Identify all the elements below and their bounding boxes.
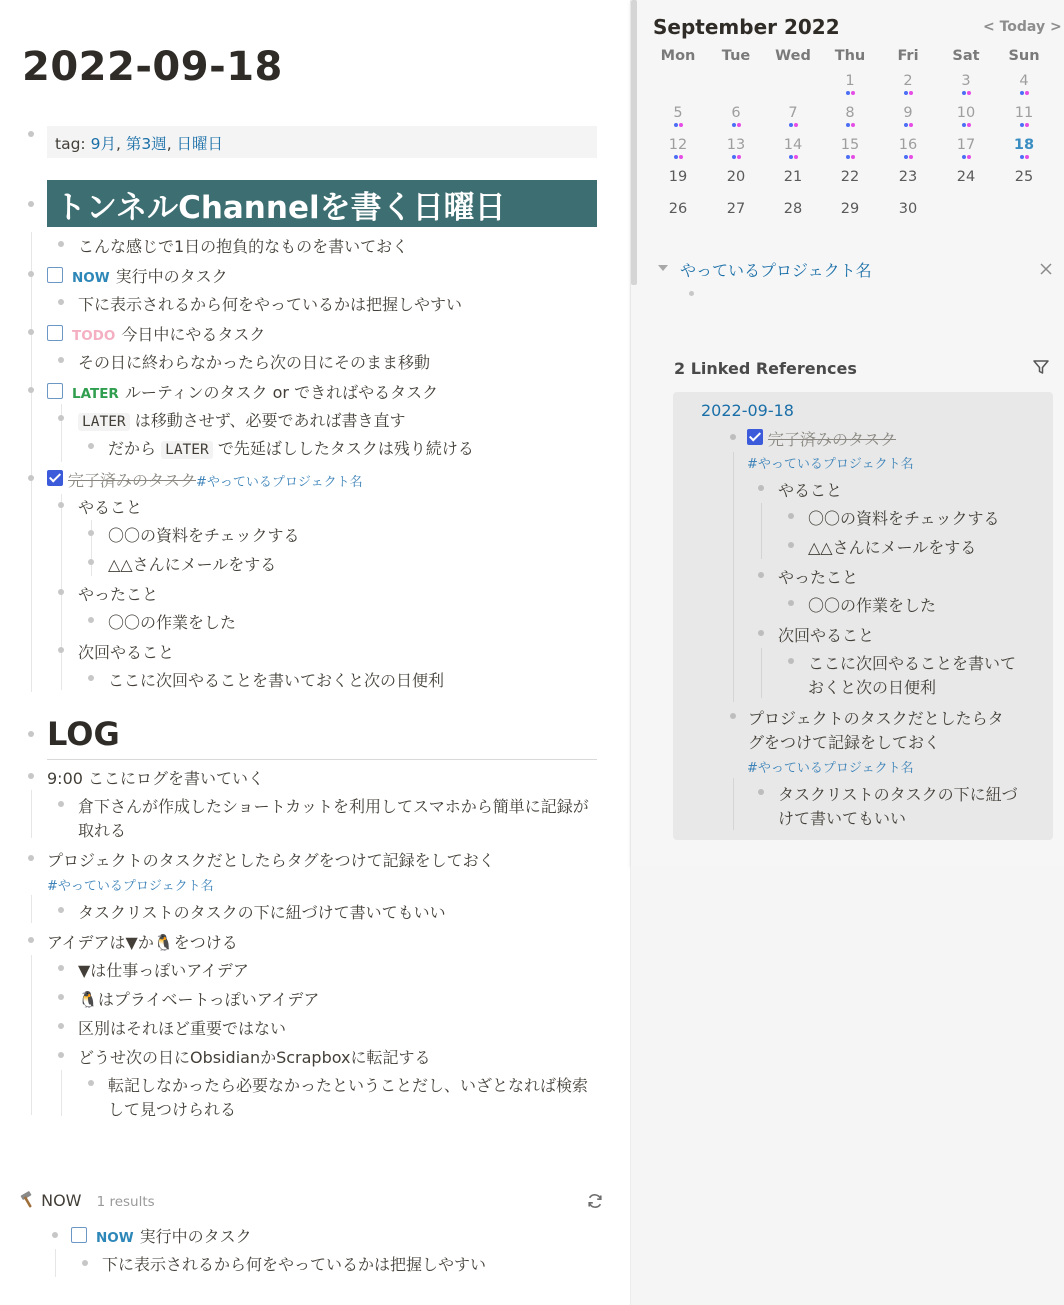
- day-entry-dots: [768, 155, 818, 159]
- block-text[interactable]: △△さんにメールをする: [108, 555, 277, 574]
- indent-guide: [61, 1070, 62, 1116]
- block-text[interactable]: 〇〇の資料をチェックする: [808, 509, 1000, 528]
- indent-guide: [733, 778, 734, 830]
- block-text[interactable]: 〇〇の作業をした: [108, 613, 237, 632]
- linked-references-title: 2 Linked References: [674, 359, 857, 378]
- calendar-day[interactable]: 25: [1014, 169, 1034, 185]
- log-heading[interactable]: LOG: [47, 715, 120, 753]
- calendar-day[interactable]: 10: [956, 105, 976, 121]
- bullet[interactable]: [28, 271, 34, 277]
- project-tag-link[interactable]: #やっているプロジェクト名: [196, 475, 363, 490]
- calendar-day[interactable]: 14: [783, 137, 803, 153]
- day-entry-dots: [941, 91, 991, 95]
- calendar-day[interactable]: 20: [726, 169, 746, 185]
- calendar-day[interactable]: 28: [783, 201, 803, 217]
- bullet[interactable]: [788, 600, 794, 606]
- bullet[interactable]: [28, 387, 34, 393]
- indent-guide: [31, 790, 32, 838]
- indent-guide: [761, 503, 762, 559]
- calendar-day[interactable]: 13: [726, 137, 746, 153]
- calendar-day[interactable]: 4: [1019, 73, 1029, 89]
- bullet[interactable]: [58, 1023, 64, 1029]
- task-checkbox-checked[interactable]: [747, 429, 763, 445]
- collapse-triangle-icon[interactable]: [658, 265, 668, 271]
- calendar-month-title: September 2022: [653, 15, 840, 39]
- filter-icon[interactable]: [1032, 358, 1050, 376]
- calendar-day[interactable]: 2: [903, 73, 913, 89]
- sidebar-empty-area: [630, 866, 1064, 1305]
- heading-divider: [47, 759, 597, 760]
- bullet[interactable]: [58, 994, 64, 1000]
- bullet[interactable]: [689, 291, 694, 296]
- bullet[interactable]: [28, 131, 34, 137]
- later-marker[interactable]: LATER: [72, 386, 119, 402]
- day-entry-dots: [653, 123, 703, 127]
- calendar-day[interactable]: 7: [788, 105, 798, 121]
- block-text[interactable]: ここに次回やることを書いて: [808, 654, 1017, 673]
- day-entry-dots: [825, 155, 875, 159]
- block-text[interactable]: [108, 436, 474, 459]
- tag-separator: ,: [115, 135, 126, 153]
- bullet[interactable]: [88, 559, 94, 565]
- bullet[interactable]: [730, 434, 736, 440]
- bullet[interactable]: [58, 1052, 64, 1058]
- ref-page-link[interactable]: 2022-09-18: [701, 401, 794, 420]
- bullet[interactable]: [58, 502, 64, 508]
- sidebar-panel-title[interactable]: やっているプロジェクト名: [680, 261, 872, 280]
- bullet[interactable]: [58, 647, 64, 653]
- block-text[interactable]: △△さんにメールをする: [808, 538, 977, 557]
- day-entry-dots: [999, 123, 1049, 127]
- tag-link-month[interactable]: 9月: [90, 135, 116, 153]
- day-entry-dots: [941, 155, 991, 159]
- indent-guide: [91, 520, 92, 576]
- calendar-day[interactable]: 22: [840, 169, 860, 185]
- block-text[interactable]: アイデアは▼か🐧をつける: [47, 933, 238, 952]
- bullet[interactable]: [28, 329, 34, 335]
- block-text[interactable]: やったこと: [778, 568, 859, 587]
- block-text[interactable]: 9:00 ここにログを書いていく: [47, 769, 265, 788]
- tag-separator: ,: [166, 135, 177, 153]
- block-text[interactable]: 〇〇の作業をした: [808, 596, 937, 615]
- project-tag-link[interactable]: #やっているプロジェクト名: [747, 761, 914, 776]
- page-title: 2022-09-18: [22, 44, 283, 90]
- block-text[interactable]: こんな感じで1日の抱負的なものを書いておく: [78, 237, 409, 256]
- bullet[interactable]: [758, 572, 764, 578]
- bullet[interactable]: [758, 485, 764, 491]
- calendar-nav[interactable]: < Today >: [983, 19, 1062, 35]
- block-text[interactable]: どうせ次の日にObsidianかScrapboxに転記する: [78, 1048, 431, 1067]
- calendar-day[interactable]: 18: [1013, 137, 1035, 153]
- block-text[interactable]: 次回やること: [778, 626, 875, 645]
- calendar-day[interactable]: 3: [961, 73, 971, 89]
- tag-link-day[interactable]: 日曜日: [176, 135, 224, 153]
- day-entry-dots: [768, 123, 818, 127]
- now-marker[interactable]: NOW: [96, 1230, 134, 1246]
- bullet[interactable]: [58, 299, 64, 305]
- block-text-wrap[interactable]: おくと次の日便利: [808, 678, 937, 697]
- block-text[interactable]: 転記しなかったら必要なかったということだし、いざとなれば検索: [108, 1076, 589, 1095]
- block-text[interactable]: 🐧はプライベートっぽいアイデア: [78, 990, 320, 1009]
- calendar-day[interactable]: 19: [668, 169, 688, 185]
- block-text-wrap[interactable]: グをつけて記録をしておく: [748, 733, 941, 752]
- block-text[interactable]: タスクリストのタスクの下に紐づ: [778, 785, 1018, 804]
- calendar-day[interactable]: 27: [726, 201, 746, 217]
- text: で先延ばししたタスクは残り続ける: [212, 439, 474, 458]
- task-now[interactable]: [72, 264, 228, 287]
- text: だから: [108, 439, 162, 458]
- calendar-day[interactable]: 26: [668, 201, 688, 217]
- bullet[interactable]: [58, 241, 64, 247]
- bullet[interactable]: [58, 357, 64, 363]
- weekday-header: Sat: [952, 48, 980, 64]
- indent-guide: [31, 955, 32, 1115]
- day-entry-dots: [999, 91, 1049, 95]
- day-entry-dots: [941, 123, 991, 127]
- block-text-wrap[interactable]: して見つけられる: [108, 1100, 237, 1119]
- day-entry-dots: [999, 155, 1049, 159]
- scrollbar[interactable]: [631, 0, 637, 285]
- bullet[interactable]: [788, 513, 794, 519]
- inline-code: LATER: [161, 441, 213, 459]
- bullet[interactable]: [52, 1232, 58, 1238]
- calendar-day[interactable]: 11: [1014, 105, 1034, 121]
- query-title: NOW: [41, 1191, 82, 1210]
- query-header[interactable]: [20, 1191, 155, 1210]
- block-text[interactable]: やること: [78, 498, 143, 517]
- bullet[interactable]: [788, 658, 794, 664]
- bullet[interactable]: [758, 630, 764, 636]
- bullet[interactable]: [28, 773, 34, 779]
- task-checkbox[interactable]: [71, 1227, 87, 1243]
- text: は移動させず、必要であれば書き直す: [129, 411, 406, 430]
- task-checkbox[interactable]: [47, 383, 63, 399]
- calendar-day[interactable]: 8: [845, 105, 855, 121]
- hammer-icon: [20, 1191, 36, 1209]
- bullet[interactable]: [88, 675, 94, 681]
- bullet[interactable]: [28, 937, 34, 943]
- block-text[interactable]: プロジェクトのタスクだとしたらタ: [748, 709, 1004, 728]
- bullet[interactable]: [88, 1080, 94, 1086]
- weekday-header: Thu: [834, 48, 866, 64]
- block-text[interactable]: やること: [778, 481, 843, 500]
- bullet[interactable]: [88, 443, 94, 449]
- day-entry-dots: [825, 123, 875, 127]
- calendar-day[interactable]: 17: [956, 137, 976, 153]
- banner-heading[interactable]: トンネルChannelを書く日曜日: [47, 180, 597, 227]
- indent-guide: [761, 648, 762, 698]
- bullet[interactable]: [82, 1260, 88, 1266]
- weekday-header: Sun: [1008, 48, 1040, 64]
- ref-done-text[interactable]: 完了済みのタスク: [768, 430, 897, 449]
- day-entry-dots: [653, 155, 703, 159]
- bullet[interactable]: [28, 855, 34, 861]
- todo-marker[interactable]: TODO: [72, 328, 116, 344]
- block-text[interactable]: 区別はそれほど重要ではない: [78, 1019, 287, 1038]
- task-todo[interactable]: [72, 322, 265, 345]
- block-text[interactable]: ここに次回やることを書いておくと次の日便利: [108, 671, 445, 690]
- weekday-header: Wed: [775, 48, 811, 64]
- day-entry-dots: [711, 123, 761, 127]
- weekday-header: Fri: [897, 48, 919, 64]
- calendar-day[interactable]: 23: [898, 169, 918, 185]
- day-entry-dots: [825, 91, 875, 95]
- calendar-day[interactable]: 1: [845, 73, 855, 89]
- close-icon[interactable]: [1039, 262, 1053, 276]
- block-text[interactable]: やったこと: [78, 585, 159, 604]
- block-text-wrap[interactable]: けて書いてもいい: [778, 809, 907, 828]
- task-text: 今日中にやるタスク: [121, 325, 266, 344]
- day-entry-dots: [711, 155, 761, 159]
- calendar-day[interactable]: 21: [783, 169, 803, 185]
- task-later[interactable]: [72, 380, 438, 403]
- inline-code: LATER: [78, 413, 130, 431]
- task-text: 実行中のタスク: [139, 1227, 252, 1246]
- now-marker[interactable]: NOW: [72, 270, 110, 286]
- calendar-day[interactable]: 9: [903, 105, 913, 121]
- day-entry-dots: [883, 123, 933, 127]
- query-result-count: 1 results: [96, 1194, 155, 1210]
- calendar-day[interactable]: 12: [668, 137, 688, 153]
- indent-guide: [31, 895, 32, 923]
- calendar-day[interactable]: 30: [898, 201, 918, 217]
- tag-link-week[interactable]: 第3週: [125, 135, 167, 153]
- day-entry-dots: [883, 155, 933, 159]
- tag-property-block[interactable]: [47, 126, 597, 158]
- weekday-header: Tue: [721, 48, 751, 64]
- project-tag-link[interactable]: #やっているプロジェクト名: [747, 457, 914, 472]
- block-text[interactable]: 〇〇の資料をチェックする: [108, 526, 300, 545]
- indent-guide: [733, 452, 734, 702]
- block-text[interactable]: 下に表示されるから何をやっているかは把握しやすい: [78, 295, 463, 314]
- block-text[interactable]: ▼は仕事っぽいアイデア: [78, 961, 249, 980]
- calendar-day[interactable]: 16: [898, 137, 918, 153]
- bullet[interactable]: [58, 907, 64, 913]
- task-done[interactable]: [68, 468, 363, 491]
- block-text[interactable]: プロジェクトのタスクだとしたらタグをつけて記録をしておく: [47, 851, 495, 870]
- bullet[interactable]: [88, 617, 94, 623]
- refresh-icon[interactable]: [586, 1192, 604, 1210]
- block-text[interactable]: その日に終わらなかったら次の日にそのまま移動: [78, 353, 431, 372]
- calendar-day[interactable]: 6: [731, 105, 741, 121]
- calendar-day[interactable]: 5: [673, 105, 683, 121]
- block-text[interactable]: 次回やること: [78, 643, 175, 662]
- calendar-day[interactable]: 15: [840, 137, 860, 153]
- task-checkbox[interactable]: [47, 267, 63, 283]
- task-text: 実行中のタスク: [115, 267, 228, 286]
- task-checkbox-checked[interactable]: [47, 470, 63, 486]
- indent-guide: [61, 404, 62, 462]
- bullet[interactable]: [28, 475, 34, 481]
- bullet[interactable]: [730, 713, 736, 719]
- bullet[interactable]: [58, 801, 64, 807]
- bullet[interactable]: [28, 201, 34, 207]
- bullet[interactable]: [58, 965, 64, 971]
- indent-guide: [31, 232, 32, 692]
- calendar-day[interactable]: 29: [840, 201, 860, 217]
- task-checkbox[interactable]: [47, 325, 63, 341]
- bullet[interactable]: [58, 415, 64, 421]
- indent-guide: [55, 1249, 56, 1277]
- query-result-task[interactable]: [96, 1224, 252, 1247]
- block-text-wrap[interactable]: 取れる: [78, 821, 127, 840]
- block-text[interactable]: タスクリストのタスクの下に紐づけて書いてもいい: [78, 903, 446, 922]
- bullet[interactable]: [88, 530, 94, 536]
- project-tag-link[interactable]: #やっているプロジェクト名: [47, 879, 214, 894]
- block-text[interactable]: 下に表示されるから何をやっているかは把握しやすい: [102, 1255, 487, 1274]
- bullet[interactable]: [58, 589, 64, 595]
- bullet[interactable]: [28, 731, 34, 737]
- block-text[interactable]: [78, 408, 405, 431]
- tag-label: tag:: [55, 135, 91, 153]
- bullet[interactable]: [788, 542, 794, 548]
- done-text: 完了済みのタスク: [68, 471, 197, 490]
- bullet[interactable]: [758, 789, 764, 795]
- block-text[interactable]: 倉下さんが作成したショートカットを利用してスマホから簡単に記録が: [78, 797, 589, 816]
- calendar-day[interactable]: 24: [956, 169, 976, 185]
- day-entry-dots: [883, 91, 933, 95]
- weekday-header: Mon: [660, 48, 696, 64]
- task-text: ルーティンのタスク or できればやるタスク: [124, 383, 439, 402]
